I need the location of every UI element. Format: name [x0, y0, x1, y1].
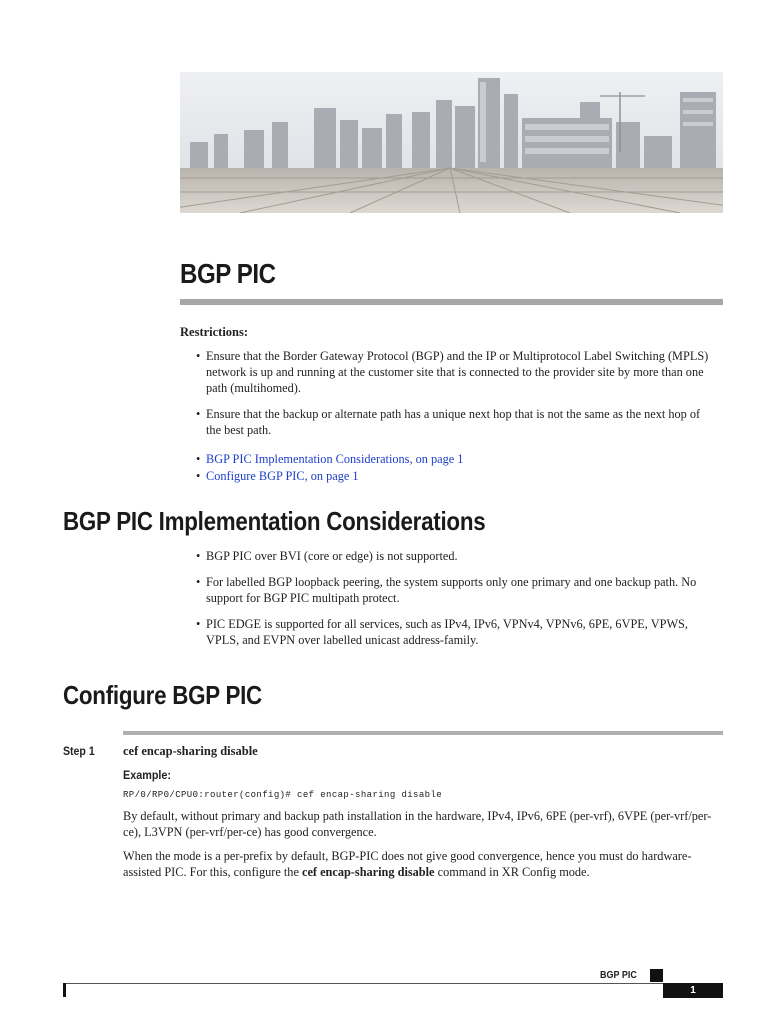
title-rule	[180, 299, 723, 305]
step-rule	[123, 731, 723, 735]
paragraph-default-convergence: By default, without primary and backup path installation in the hardware, IPv4, IPv6, 6PE (per-vrf), 6VPE (per-vrf/per-ce), L3VPN (per-vrf/per-ce) has good convergence.	[123, 809, 712, 839]
example-label: Example:	[123, 768, 172, 782]
toc-link-configure[interactable]: • Configure BGP PIC, on page 1	[196, 468, 714, 484]
footer-rule	[63, 983, 663, 984]
toc-links	[196, 451, 714, 485]
list-item: • For labelled BGP loopback peering, the system supports only one primary and one backup path. No support for BGP PIC multipath protect.	[196, 574, 723, 606]
toc-link-considerations[interactable]: • BGP PIC Implementation Considerations, on page 1	[196, 451, 714, 467]
paragraph-text: command in XR Config mode.	[434, 865, 590, 879]
paragraph-per-prefix	[123, 848, 723, 880]
list-item: • BGP PIC over BVI (core or edge) is not supported.	[196, 548, 723, 564]
footer-title: BGP PIC	[600, 970, 637, 981]
footer-tick	[63, 983, 66, 997]
list-item: • PIC EDGE is supported for all services, such as IPv4, IPv6, VPNv4, VPNv6, 6PE, 6VPE, VPWS, VPLS, and EVPN over labelled unicast address-family.	[196, 616, 723, 648]
paragraph-text: When the mode is a per-prefix by default, BGP-PIC does not give good convergence, hence you must do hardware-assisted PIC. For this, configure the	[123, 849, 692, 879]
list-item: • Ensure that the Border Gateway Protocol (BGP) and the IP or Multiprotocol Label Switching (MPLS) network is up and running at the customer site that is connected to the provider site by more than one path (multihomed).	[196, 348, 714, 396]
header-city-image	[180, 72, 723, 213]
list-item: • Ensure that the backup or alternate path has a unique next hop that is not the same as the next hop of the best path.	[196, 406, 714, 438]
restrictions-list	[196, 348, 714, 448]
page-title: BGP PIC	[180, 258, 276, 289]
page-number: 1	[663, 983, 723, 998]
section-heading-configure: Configure BGP PIC	[63, 680, 262, 710]
step-label: Step 1	[63, 744, 95, 758]
section-heading-considerations: BGP PIC Implementation Considerations	[63, 506, 486, 536]
restrictions-label: Restrictions:	[180, 325, 249, 339]
footer-marker	[650, 969, 663, 982]
considerations-list	[196, 548, 723, 658]
code-example: RP/0/RP0/CPU0:router(config)# cef encap-sharing disable	[123, 790, 443, 800]
step-command: cef encap-sharing disable	[123, 744, 258, 758]
command-emphasis: cef encap-sharing disable	[301, 865, 435, 879]
